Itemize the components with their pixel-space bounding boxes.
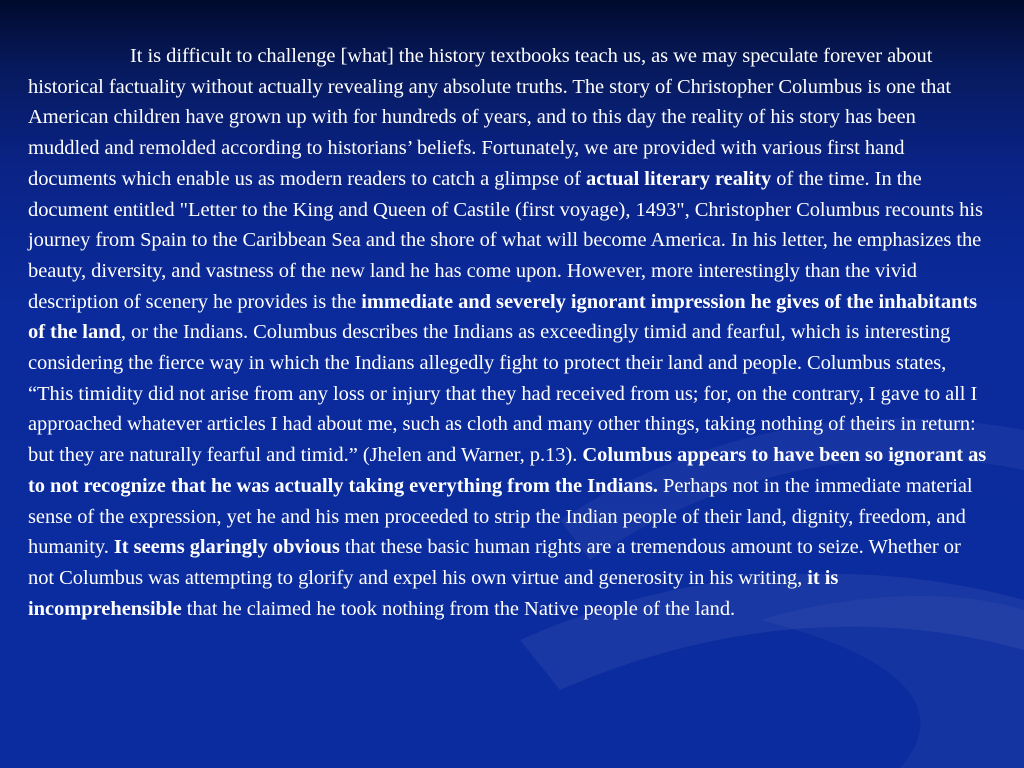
text-segment: It is difficult to challenge [what] the history textbooks teach us, as we may speculate forever about historical factuality without actually revealing any absolute truths. The story of Christopher Columbus is one that American children have grown up with for hundreds of years, and to this day the reality of his story has been muddled and remolded according to historians’ beliefs. Fortunately, we are provided with various first hand documents which enable us as modern readers to catch a glimpse of [28,45,952,190]
text-segment: of the time. In the document entitled "Letter to the King and Queen of Castile (first voyage), 1493", Christopher Columbus recounts his journey from Spain to the Caribbean Sea and the shore of what will become America. In his letter, he emphasizes the beauty, diversity, and vastness of the new land he has come upon. However, more interestingly than the vivid description of scenery he provides is the [28,167,983,313]
text-segment: Perhaps not in the immediate material sense of the expression, yet he and his men proceeded to strip the Indian people of their land, dignity, freedom, and humanity. [28,474,973,559]
text-segment: that these basic human rights are a tremendous amount to seize. Whether or not Columbus was attempting to glorify and expel his own virtue and generosity in his writing, [28,536,961,589]
body-paragraph [28,41,988,624]
bold-phrase-columbus-ignorant: Columbus appears to have been so ignorant as to not recognize that he was actually taking everything from the Indians. [28,444,987,497]
text-segment: , or the Indians. Columbus describes the Indians as exceedingly timid and fearful, which is interesting considering the fierce way in which the Indians allegedly fight to protect their land and people. Columbus states, “This timidity did not arise from any loss or injury that they had received from us; for, on the contrary, I gave to all I approached whatever articles I had about me, such as cloth and many other things, taking nothing of theirs in return: but they are naturally fearful and timid.” (Jhelen and Warner, p.13). [28,321,978,467]
bold-phrase-incomprehensible: it is incomprehensible [28,566,839,620]
bold-phrase-glaringly-obvious: It seems glaringly obvious [113,536,340,559]
text-segment: that he claimed he took nothing from the Native people of the land. [181,597,736,620]
bold-phrase-actual-literary-reality: actual literary reality [586,167,772,190]
bold-phrase-ignorant-impression: immediate and severely ignorant impression he gives of the inhabitants of the land [28,290,978,344]
